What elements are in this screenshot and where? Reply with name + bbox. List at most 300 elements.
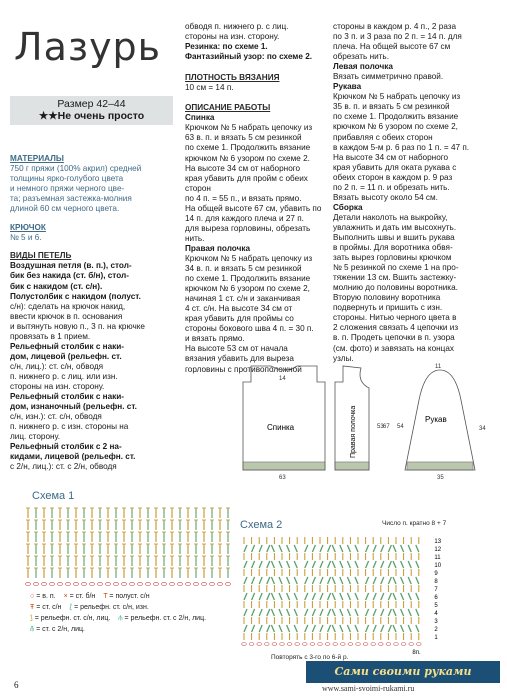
chain-mark — [325, 643, 330, 646]
page-number: 6 — [14, 680, 19, 690]
text-line: с/н, изн.): ст. с/н, обводя — [10, 412, 102, 422]
text-line: с/н): сделать на крючок накид, — [10, 301, 126, 311]
chain-mark — [82, 582, 87, 585]
relief-mark — [244, 609, 247, 616]
bpdc-icon: ⟅ — [69, 604, 73, 611]
chain-mark — [280, 643, 285, 646]
text-line: Рельефный столбик с 2 на- — [10, 442, 122, 452]
legend-item: × = ст. б/н — [63, 593, 96, 600]
chain-mark — [130, 582, 135, 585]
relief-mark — [393, 545, 396, 552]
chain-mark — [341, 643, 346, 646]
text-line: Детали наколоть на выкройку, — [333, 212, 448, 222]
relief-mark — [259, 577, 262, 584]
relief-mark — [320, 545, 323, 552]
chain-mark — [218, 582, 223, 585]
relief-mark — [332, 545, 335, 552]
text-line: по схеме 1. Продолжить вязание — [333, 112, 459, 122]
right-front-heading: Правая полочка — [185, 243, 251, 253]
dim-label: 54 — [397, 424, 404, 430]
relief-mark — [259, 609, 262, 616]
relief-mark — [401, 609, 404, 616]
relief-mark — [287, 593, 290, 600]
sleeve-text — [333, 92, 483, 203]
relief-mark — [267, 561, 270, 568]
row-number: 7 — [434, 587, 438, 593]
materials-heading: МАТЕРИАЛЫ — [10, 154, 64, 163]
relief-mark — [259, 561, 262, 568]
relief-mark — [340, 609, 343, 616]
row-number: 4 — [434, 611, 438, 617]
relief-mark — [252, 577, 255, 584]
pattern-diagram — [237, 360, 502, 480]
text-line: и вязать прямо. — [185, 334, 245, 344]
work-heading: ОПИСАНИЕ РАБОТЫ — [185, 103, 271, 113]
text-line: На высоте 34 см от наборного — [333, 152, 449, 162]
dc-icon: Ŧ — [30, 604, 35, 611]
schema-1-chart — [20, 503, 233, 588]
chain-mark — [379, 643, 384, 646]
chain-mark — [417, 643, 422, 646]
dim-label: 67 — [383, 424, 390, 430]
text-line: провязать в 1 прием. — [10, 331, 91, 341]
relief-mark — [393, 593, 396, 600]
sleeve-label: Рукав — [425, 415, 447, 424]
text-line: Вязать высоту около 54 см. — [333, 192, 438, 202]
chain-mark — [122, 582, 127, 585]
relief-mark — [312, 561, 315, 568]
text-line: 34 в. п. и вязать 5 см резинкой — [185, 264, 302, 274]
relief-mark — [373, 625, 376, 632]
relief-mark — [366, 577, 369, 584]
relief-mark — [332, 609, 335, 616]
relief-mark — [244, 545, 247, 552]
chain-mark — [114, 582, 119, 585]
relief-mark — [340, 561, 343, 568]
hook-heading: КРЮЧОК — [10, 223, 46, 233]
text-line: п. нижнего р. с лиц. или изн. — [10, 371, 118, 381]
chain-mark — [348, 643, 353, 646]
relief-mark — [355, 609, 358, 616]
relief-mark — [401, 593, 404, 600]
row-number: 1 — [434, 635, 438, 641]
relief-mark — [408, 609, 411, 616]
text-line: стороны на изн. сторону. — [10, 381, 105, 391]
relief-mark — [416, 561, 419, 568]
text-line: обеих сторон в каждом р. 9 раз — [333, 172, 453, 182]
relief-mark — [271, 609, 274, 616]
relief-mark — [388, 545, 391, 552]
text-line: Рельефный столбик с наки- — [10, 341, 125, 351]
chain-mark — [194, 582, 199, 585]
text-line: обводя п. нижнего р. с лиц. — [185, 22, 289, 31]
chain-mark — [333, 643, 338, 646]
chain-icon: ○ — [30, 593, 35, 600]
relief-mark — [366, 561, 369, 568]
relief-mark — [347, 609, 350, 616]
chain-mark — [210, 582, 215, 585]
relief-mark — [328, 545, 331, 552]
text-line: стороны бокового шва 4 п. = 30 п. — [185, 324, 314, 334]
relief-mark — [347, 545, 350, 552]
text-line: края убавить для оката рукава с — [333, 162, 457, 172]
relief-mark — [355, 577, 358, 584]
chain-mark — [287, 643, 292, 646]
legend — [30, 593, 240, 634]
density-heading: ПЛОТНОСТЬ ВЯЗАНИЯ — [185, 73, 280, 83]
relief-mark — [328, 593, 331, 600]
text-line: и вытянуть новую п., 3 п. на крючке — [10, 321, 145, 331]
relief-mark — [244, 561, 247, 568]
text-line: Крючком № 5 набрать цепочку из — [333, 92, 461, 102]
text-line: в проймы. Для воротника обвя- — [333, 243, 453, 253]
relief-mark — [393, 609, 396, 616]
row-number: 10 — [434, 563, 442, 569]
legend-item: ⫛ = рельефн. ст. с 2/н, лиц. — [118, 615, 207, 622]
relief-mark — [393, 577, 396, 584]
sleeve-rib — [407, 462, 473, 470]
text-line: тяжении 13 см. Вшить застежку- — [333, 273, 457, 283]
chain-mark — [409, 643, 414, 646]
chain-mark — [34, 582, 39, 585]
relief-mark — [259, 593, 262, 600]
right-front-text — [185, 254, 325, 375]
text-line: края убавить для проймы со — [185, 314, 294, 324]
text-line: На высоте 53 см от начала — [185, 344, 288, 354]
relief-mark — [332, 593, 335, 600]
text-line: 4 ст. с/н. На высоте 34 см от — [185, 304, 293, 314]
relief-mark — [312, 545, 315, 552]
relief-mark — [305, 609, 308, 616]
relief-mark — [347, 593, 350, 600]
relief-mark — [287, 561, 290, 568]
relief-mark — [347, 577, 350, 584]
relief-mark — [332, 577, 335, 584]
relief-mark — [312, 625, 315, 632]
relief-mark — [287, 545, 290, 552]
relief-mark — [267, 593, 270, 600]
text-line: кидами, лицевой (рельефн. ст. — [10, 452, 136, 462]
dim-label: 34 — [479, 426, 486, 432]
fptr-icon: ⫛ — [118, 615, 123, 622]
dim-label: 53 — [377, 424, 384, 430]
relief-mark — [393, 625, 396, 632]
relief-mark — [320, 625, 323, 632]
sc-icon: × — [63, 593, 68, 600]
chain-mark — [66, 582, 71, 585]
relief-mark — [305, 561, 308, 568]
text-line: в. п. Продеть цепочки в п. узора — [333, 333, 455, 343]
relief-mark — [252, 545, 255, 552]
materials-line: толщины ярко-голубого цвета — [10, 174, 124, 184]
relief-mark — [244, 577, 247, 584]
relief-mark — [381, 625, 384, 632]
dim-label: 63 — [279, 475, 286, 481]
text-line: вязания убавить для выреза — [185, 354, 294, 364]
relief-mark — [401, 577, 404, 584]
column-3 — [333, 22, 483, 364]
relief-mark — [388, 609, 391, 616]
legend-item: ○ = в. п. — [30, 593, 56, 600]
text-line: начиная 1 ст. с/н и заканчивая — [185, 294, 301, 304]
text-line: № 5 резинкой по схеме 1 на про- — [333, 263, 459, 273]
relief-mark — [381, 593, 384, 600]
fpdc-icon: ⟆ — [30, 615, 33, 622]
row-number: 8 — [434, 579, 438, 585]
text-line: по 3 п. и 3 раза по 2 п. = 14 п. для — [333, 32, 462, 42]
text-line: 14 п. для каждого плеча и 27 п. — [185, 213, 304, 223]
text-line: стороны на изн. сторону. — [185, 32, 280, 42]
chain-mark — [272, 643, 277, 646]
chain-mark — [371, 643, 376, 646]
text-line: Крючком № 5 набрать цепочку из — [185, 123, 313, 133]
chain-mark — [386, 643, 391, 646]
relief-mark — [328, 609, 331, 616]
relief-mark — [259, 625, 262, 632]
relief-mark — [271, 593, 274, 600]
chain-mark — [303, 643, 308, 646]
text-line: Крючком № 5 набрать цепочку из — [185, 253, 313, 263]
relief-mark — [252, 561, 255, 568]
relief-mark — [328, 625, 331, 632]
relief-mark — [373, 593, 376, 600]
relief-mark — [373, 609, 376, 616]
text-line: 2 сложения связать 4 цепочки из — [333, 323, 459, 333]
site-url: www.sami-svoimi-rukami.ru — [322, 684, 415, 693]
assembly-text — [333, 213, 483, 364]
schema-2-chart — [240, 532, 472, 656]
rapport-note: Число п. кратно 8 + 7 — [382, 520, 447, 527]
relief-mark — [312, 609, 315, 616]
relief-mark — [294, 561, 297, 568]
row-number: 12 — [434, 547, 442, 553]
chain-mark — [249, 643, 254, 646]
text-line: по схеме 1. Продолжить вязание — [185, 274, 311, 284]
hook-text: № 5 и 6. — [10, 233, 42, 243]
repeat-note: Повторять с 3-го по 6-й р. — [271, 654, 349, 661]
text-line: Резинка: по схеме 1. — [185, 42, 268, 52]
page-title: Лазурь — [14, 25, 162, 69]
chain-mark — [363, 643, 368, 646]
relief-mark — [252, 593, 255, 600]
chain-mark — [42, 582, 47, 585]
chain-mark — [257, 643, 262, 646]
relief-mark — [287, 577, 290, 584]
chain-mark — [162, 582, 167, 585]
chain-mark — [186, 582, 191, 585]
relief-mark — [355, 625, 358, 632]
chain-mark — [170, 582, 175, 585]
text-line: по схеме 1. Продолжить вязание — [185, 143, 311, 153]
text-line: прибавляя с обеих сторон — [333, 132, 433, 142]
schema-1-label: Схема 1 — [32, 490, 75, 502]
relief-mark — [294, 609, 297, 616]
materials-line: и немного пряжи черного цве- — [10, 184, 125, 194]
text-line: дом, лицевой (рельефн. ст. — [10, 351, 122, 361]
schema-2-label: Схема 2 — [240, 519, 283, 531]
text-line: 35 в. п. и вязать 5 см резинкой — [333, 102, 450, 112]
stitches-heading: ВИДЫ ПЕТЕЛЬ — [10, 251, 72, 261]
relief-mark — [416, 593, 419, 600]
text-line: (см. фото) и завязать на концах — [333, 343, 455, 353]
text-line: бик без накида (ст. б/н), стол- — [10, 271, 129, 281]
text-line: крючком № 6 узором по схеме 2, — [333, 122, 458, 132]
chain-mark — [178, 582, 183, 585]
legend-item: ⫚ = ст. с 2/н, лиц. — [30, 626, 85, 633]
relief-mark — [320, 609, 323, 616]
relief-mark — [381, 577, 384, 584]
text-line: крючком № 6 узором по схеме 2, — [185, 284, 310, 294]
text-line: На общей высоте 67 см, убавить по — [185, 203, 322, 213]
relief-mark — [408, 593, 411, 600]
relief-mark — [279, 625, 282, 632]
chain-mark — [74, 582, 79, 585]
relief-mark — [267, 609, 270, 616]
relief-mark — [279, 561, 282, 568]
relief-mark — [279, 593, 282, 600]
relief-mark — [388, 625, 391, 632]
relief-mark — [259, 545, 262, 552]
text-line: п. нижнего р. с изн. стороны на — [10, 422, 129, 432]
relief-mark — [401, 625, 404, 632]
text-line: увлажнить и дать им высохнуть. — [333, 222, 457, 232]
relief-mark — [347, 561, 350, 568]
text-line: Фантазийный узор: по схеме 2. — [185, 52, 313, 62]
relief-mark — [373, 561, 376, 568]
chain-mark — [106, 582, 111, 585]
relief-mark — [294, 625, 297, 632]
chain-mark — [295, 643, 300, 646]
text-line: с 2/н, лиц.): ст. с 2/н, обводя — [10, 462, 117, 472]
column-1 — [10, 148, 175, 472]
relief-mark — [408, 545, 411, 552]
relief-mark — [355, 561, 358, 568]
relief-mark — [271, 561, 274, 568]
chain-mark — [318, 643, 323, 646]
row-number: 5 — [434, 603, 438, 609]
relief-mark — [408, 561, 411, 568]
chain-mark — [50, 582, 55, 585]
chain-mark — [356, 643, 361, 646]
relief-mark — [347, 625, 350, 632]
tr-icon: ⫚ — [30, 626, 35, 633]
column-2 — [185, 22, 325, 375]
text-line: в каждом 5-м р. 6 раз по 1 п. = 47 п. — [333, 142, 470, 152]
relief-mark — [271, 625, 274, 632]
text-line: с/н, лиц.): ст. с/н, обводя — [10, 361, 104, 371]
relief-mark — [416, 625, 419, 632]
relief-mark — [381, 545, 384, 552]
relief-mark — [305, 577, 308, 584]
materials-line: длиной 60 см черного цвета. — [10, 204, 120, 214]
relief-mark — [340, 577, 343, 584]
relief-mark — [279, 609, 282, 616]
text-line: нить. — [185, 233, 205, 243]
relief-mark — [381, 561, 384, 568]
materials-line: та; разъемная застежка-молния — [10, 194, 132, 204]
row-number: 6 — [434, 595, 438, 601]
text-line: Рельефный столбик с наки- — [10, 392, 125, 402]
relief-mark — [305, 625, 308, 632]
chain-mark — [26, 582, 31, 585]
chain-mark — [202, 582, 207, 585]
chain-mark — [226, 582, 231, 585]
relief-mark — [312, 593, 315, 600]
relief-mark — [416, 545, 419, 552]
chain-mark — [265, 643, 270, 646]
size-difficulty-box — [10, 96, 173, 125]
relief-mark — [388, 561, 391, 568]
row-number: 2 — [434, 627, 438, 633]
relief-mark — [279, 545, 282, 552]
chain-mark — [242, 643, 247, 646]
row-number: 9 — [434, 571, 438, 577]
text-line: обрезать нить. — [333, 52, 389, 62]
text-line: бик с накидом (ст. с/н). — [10, 281, 103, 291]
relief-mark — [244, 593, 247, 600]
relief-mark — [340, 545, 343, 552]
relief-mark — [416, 577, 419, 584]
text-line: края убавить для пройм с обеих сторон — [185, 173, 308, 193]
left-front-text: Вязать симметрично правой. — [333, 72, 444, 82]
text-line: Выполнить швы и вшить рукава — [333, 232, 455, 242]
stitches-text — [10, 261, 175, 472]
relief-mark — [312, 577, 315, 584]
relief-mark — [320, 561, 323, 568]
back-heading: Спинка — [185, 113, 215, 123]
legend-item: ⟅ = рельефн. ст. с/н, изн. — [69, 604, 149, 611]
left-front-heading: Левая полочка — [333, 62, 393, 72]
row-number: 11 — [434, 555, 441, 561]
text-line: стороны в каждом р. 4 п., 2 раза — [333, 22, 457, 31]
dim-label: 35 — [437, 475, 444, 481]
text-line: дом, изнаночный (рельефн. ст. — [10, 402, 137, 412]
relief-mark — [340, 593, 343, 600]
relief-mark — [416, 609, 419, 616]
relief-mark — [340, 625, 343, 632]
text-line: по 4 п. = 55 п., и вязать прямо. — [185, 193, 302, 203]
relief-mark — [267, 545, 270, 552]
rapport-label: 8п. — [412, 650, 421, 656]
text-line: для выреза горловины, обрезать — [185, 223, 311, 233]
text-line: Вторую половину воротника — [333, 293, 441, 303]
relief-mark — [366, 609, 369, 616]
relief-mark — [294, 593, 297, 600]
relief-mark — [373, 577, 376, 584]
text-line: зать вырез горловины крючком — [333, 253, 452, 263]
text-line: Полустолбик с накидом (полуст. — [10, 291, 141, 301]
dim-label: 14 — [279, 376, 286, 382]
relief-mark — [267, 577, 270, 584]
chain-mark — [310, 643, 315, 646]
front-label: Правая полочка — [350, 405, 357, 458]
relief-mark — [328, 577, 331, 584]
chain-mark — [401, 643, 406, 646]
row-number: 13 — [434, 539, 442, 545]
text-line: лиц. сторону. — [10, 432, 61, 442]
relief-mark — [388, 593, 391, 600]
back-label: Спинка — [267, 423, 295, 432]
materials-line: 750 г пряжи (100% акрил) средней — [10, 164, 142, 174]
relief-mark — [271, 545, 274, 552]
assembly-heading: Сборка — [333, 202, 363, 212]
relief-mark — [305, 545, 308, 552]
relief-mark — [252, 609, 255, 616]
relief-mark — [393, 561, 396, 568]
chain-mark — [154, 582, 159, 585]
text-line: горловины с противоположной — [185, 364, 302, 374]
relief-mark — [294, 577, 297, 584]
